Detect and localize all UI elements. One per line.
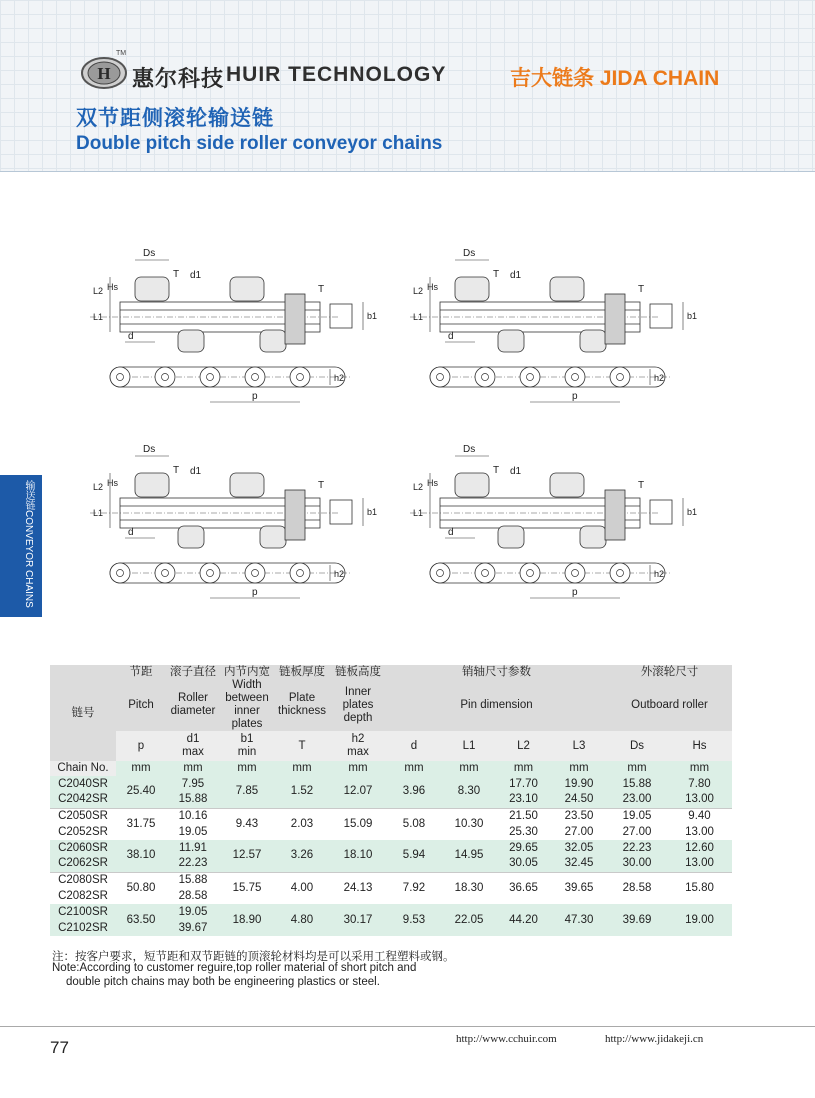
h2-cell: 12.07 xyxy=(343,785,373,798)
l2-cell: 36.65 xyxy=(496,872,551,904)
chain-no-cell: C2102SR xyxy=(58,921,108,934)
header-width-cn: 内节内宽 xyxy=(220,665,274,679)
label-l2: L2 xyxy=(93,482,104,492)
l1-cell: 8.30 xyxy=(457,785,481,798)
bottom-roller xyxy=(178,526,204,548)
ds-cell: 23.00 xyxy=(622,793,652,806)
l2-cell: 25.30 xyxy=(509,825,538,838)
header-roller-cn: 滚子直径 xyxy=(166,665,220,679)
label-l1: L1 xyxy=(93,508,104,518)
b1-cell: 15.75 xyxy=(220,872,274,904)
ds-cell: 30.00 xyxy=(622,857,652,870)
bottom-roller xyxy=(260,330,286,352)
d-cell: 3.96 xyxy=(402,785,426,798)
brand-name-cn: 惠尔科技 xyxy=(132,66,225,91)
header-chain-en: Chain No. xyxy=(50,761,116,776)
label-t: T xyxy=(493,269,500,280)
sym-d: d xyxy=(386,731,442,761)
plan-roller xyxy=(200,367,220,387)
unit-cell: mm xyxy=(442,761,496,776)
plan-roller xyxy=(475,563,495,583)
label-b1: b1 xyxy=(687,507,698,517)
unit-cell: mm xyxy=(330,761,386,776)
l1-cell: 18.30 xyxy=(442,872,496,904)
d-cell: 7.92 xyxy=(386,872,442,904)
d1-cell: 39.67 xyxy=(178,921,208,934)
l2-cell: 29.65 xyxy=(509,841,538,854)
hs-cell: 7.80 xyxy=(688,777,711,790)
label-l2: L2 xyxy=(93,286,104,296)
bottom-roller xyxy=(580,526,606,548)
pin-end xyxy=(650,500,672,524)
pitch-cell: 31.75 xyxy=(116,808,166,840)
header-plate-h-en: Inner plates depth xyxy=(330,679,386,731)
ds-cell: 39.69 xyxy=(622,913,652,926)
side-plate xyxy=(285,294,305,344)
hs-cell: 19.00 xyxy=(685,913,714,926)
pitch-cell: 63.50 xyxy=(126,913,156,926)
header-plate-t-en: Plate thickness xyxy=(274,679,330,731)
side-plate xyxy=(605,490,625,540)
page-number: 77 xyxy=(50,1038,69,1057)
header-plate-h-cn: 链板高度 xyxy=(330,665,386,679)
plan-roller xyxy=(565,563,585,583)
l1-cell: 22.05 xyxy=(454,913,484,926)
plan-roller xyxy=(290,367,310,387)
header-pin-cn: 销轴尺寸参数 xyxy=(386,665,607,679)
label-hs: Hs xyxy=(107,478,118,488)
spec-table xyxy=(50,665,732,936)
label-d1: d1 xyxy=(190,270,202,281)
bottom-roller xyxy=(498,330,524,352)
header-pin-en: Pin dimension xyxy=(386,679,607,731)
label-b1: b1 xyxy=(687,311,698,321)
label-t: T xyxy=(173,269,180,280)
chain-no-cell: C2100SR xyxy=(58,905,108,918)
l2-cell: 44.20 xyxy=(509,913,538,926)
l3-cell: 23.50 xyxy=(551,808,607,824)
t-cell: 3.26 xyxy=(290,849,314,862)
pin-end xyxy=(330,500,352,524)
b1-cell: 9.43 xyxy=(220,808,274,840)
chain-no-cell: C2050SR xyxy=(50,808,116,824)
t-cell: 2.03 xyxy=(274,808,330,840)
top-roller xyxy=(135,473,169,497)
plan-roller xyxy=(155,563,175,583)
plan-roller xyxy=(565,367,585,387)
unit-cell: mm xyxy=(274,761,330,776)
b1-cell: 18.90 xyxy=(232,913,262,926)
page-title-en: Double pitch side roller conveyor chains xyxy=(76,133,443,154)
label-hs: Hs xyxy=(427,478,438,488)
sym-p: p xyxy=(116,731,166,761)
sym-l3: L3 xyxy=(551,731,607,761)
chain-no-cell: C2040SR xyxy=(58,777,108,790)
label-d: d xyxy=(128,527,134,538)
plan-roller xyxy=(200,563,220,583)
label-t: T xyxy=(318,480,325,491)
l3-cell: 24.50 xyxy=(564,793,594,806)
pitch-cell: 25.40 xyxy=(126,785,156,798)
footer-url-jidakeji[interactable]: http://www.jidakeji.cn xyxy=(605,1033,704,1045)
label-d: d xyxy=(128,331,134,342)
label-p: p xyxy=(572,391,578,402)
hs-cell: 13.00 xyxy=(685,857,714,870)
d1-cell: 10.16 xyxy=(166,808,220,824)
d1-cell: 15.88 xyxy=(178,793,208,806)
jida-chain-brand: 吉大链条 JIDA CHAIN xyxy=(510,67,720,90)
label-d1: d1 xyxy=(190,466,202,477)
label-d1: d1 xyxy=(510,466,522,477)
unit-cell: mm xyxy=(386,761,442,776)
unit-cell: mm xyxy=(607,761,667,776)
ds-cell: 15.88 xyxy=(622,777,652,790)
chain-no-cell: C2042SR xyxy=(58,793,108,806)
label-h2: h2 xyxy=(334,569,345,579)
chain-no-cell: C2052SR xyxy=(58,825,108,838)
l3-cell: 32.45 xyxy=(564,857,594,870)
top-roller xyxy=(550,277,584,301)
label-l1: L1 xyxy=(413,508,424,518)
trademark-mark: TM xyxy=(116,50,127,57)
top-roller xyxy=(455,277,489,301)
ds-cell: 22.23 xyxy=(622,841,652,854)
h2-cell: 15.09 xyxy=(330,808,386,840)
label-hs: Hs xyxy=(107,282,118,292)
pitch-cell: 50.80 xyxy=(116,872,166,904)
b1-cell: 12.57 xyxy=(232,849,262,862)
plan-roller xyxy=(475,367,495,387)
hs-cell: 9.40 xyxy=(667,808,732,824)
label-h2: h2 xyxy=(334,373,345,383)
label-t: T xyxy=(638,284,645,295)
label-hs: Hs xyxy=(427,282,438,292)
hs-cell: 13.00 xyxy=(685,793,714,806)
label-l1: L1 xyxy=(413,312,424,322)
sym-d1: d1 max xyxy=(166,731,220,761)
bottom-roller xyxy=(498,526,524,548)
d1-cell: 15.88 xyxy=(166,872,220,888)
chain-no-cell: C2080SR xyxy=(50,872,116,888)
sym-l2: L2 xyxy=(496,731,551,761)
label-d1: d1 xyxy=(510,270,522,281)
header-pitch-cn: 节距 xyxy=(116,665,166,679)
label-p: p xyxy=(252,391,258,402)
d-cell: 5.08 xyxy=(386,808,442,840)
label-l2: L2 xyxy=(413,482,424,492)
sym-ds: Ds xyxy=(607,731,667,761)
pin-end xyxy=(330,304,352,328)
header-chain-cn: 链号 xyxy=(50,665,116,761)
chain-no-cell: C2062SR xyxy=(58,857,108,870)
plan-roller xyxy=(290,563,310,583)
unit-cell: mm xyxy=(116,761,166,776)
side-plate xyxy=(605,294,625,344)
l1-cell: 10.30 xyxy=(442,808,496,840)
header-width-en: Width between inner plates xyxy=(220,679,274,731)
bottom-roller xyxy=(580,330,606,352)
l3-cell: 27.00 xyxy=(564,825,594,838)
chain-drawings xyxy=(0,200,815,600)
header-pitch-en: Pitch xyxy=(116,679,166,731)
b1-cell: 7.85 xyxy=(235,785,259,798)
plan-roller xyxy=(520,367,540,387)
hs-cell: 13.00 xyxy=(685,825,714,838)
d1-cell: 22.23 xyxy=(178,857,208,870)
chain-no-cell: C2060SR xyxy=(58,841,108,854)
top-roller xyxy=(135,277,169,301)
d1-cell: 19.05 xyxy=(178,825,208,838)
unit-cell: mm xyxy=(667,761,732,776)
sym-hs: Hs xyxy=(667,731,732,761)
note-en-line2: double pitch chains may both be engineering plastics or steel. xyxy=(66,976,380,988)
plan-roller xyxy=(610,563,630,583)
t-cell: 4.80 xyxy=(290,913,314,926)
unit-cell: mm xyxy=(551,761,607,776)
hs-cell: 15.80 xyxy=(667,872,732,904)
label-l2: L2 xyxy=(413,286,424,296)
ds-cell: 27.00 xyxy=(622,825,652,838)
h2-cell: 24.13 xyxy=(330,872,386,904)
unit-cell: mm xyxy=(166,761,220,776)
sym-h2: h2 max xyxy=(330,731,386,761)
svg-text:H: H xyxy=(97,64,111,83)
label-b1: b1 xyxy=(367,507,378,517)
ds-cell: 28.58 xyxy=(607,872,667,904)
d-cell: 9.53 xyxy=(402,913,426,926)
header-divider xyxy=(0,171,815,172)
h2-cell: 30.17 xyxy=(343,913,373,926)
label-p: p xyxy=(572,587,578,598)
l3-cell: 19.90 xyxy=(564,777,594,790)
label-b1: b1 xyxy=(367,311,378,321)
label-d: d xyxy=(448,331,454,342)
top-roller xyxy=(455,473,489,497)
label-h2: h2 xyxy=(654,373,665,383)
label-t: T xyxy=(173,465,180,476)
label-ds: Ds xyxy=(463,248,476,259)
pitch-cell: 38.10 xyxy=(126,849,156,862)
l3-cell: 47.30 xyxy=(564,913,594,926)
plan-roller xyxy=(110,367,130,387)
label-h2: h2 xyxy=(654,569,665,579)
ds-cell: 19.05 xyxy=(607,808,667,824)
t-cell: 1.52 xyxy=(290,785,314,798)
footer-divider xyxy=(0,1026,815,1027)
d1-cell: 7.95 xyxy=(181,777,205,790)
top-roller xyxy=(230,473,264,497)
label-ds: Ds xyxy=(463,444,476,455)
label-t: T xyxy=(318,284,325,295)
plan-roller xyxy=(245,367,265,387)
d-cell: 5.94 xyxy=(402,849,426,862)
plan-roller xyxy=(430,563,450,583)
plan-roller xyxy=(155,367,175,387)
side-tab-label: 输送链CONVEYOR CHAINS xyxy=(23,480,34,608)
header-plate-t-cn: 链板厚度 xyxy=(274,665,330,679)
d1-cell: 11.91 xyxy=(179,841,207,854)
label-t: T xyxy=(493,465,500,476)
l2-cell: 21.50 xyxy=(496,808,551,824)
label-t: T xyxy=(638,480,645,491)
t-cell: 4.00 xyxy=(274,872,330,904)
page-title-cn: 双节距侧滚轮输送链 xyxy=(76,107,274,130)
plan-roller xyxy=(610,367,630,387)
l3-cell: 32.05 xyxy=(564,841,594,854)
plan-roller xyxy=(520,563,540,583)
bottom-roller xyxy=(178,330,204,352)
plan-roller xyxy=(430,367,450,387)
l3-cell: 39.65 xyxy=(551,872,607,904)
plan-roller xyxy=(110,563,130,583)
header-outboard-cn: 外滚轮尺寸 xyxy=(607,665,732,679)
label-l1: L1 xyxy=(93,312,104,322)
sym-b1: b1 min xyxy=(220,731,274,761)
header-outboard-en: Outboard roller xyxy=(607,679,732,731)
l2-cell: 17.70 xyxy=(509,777,538,790)
label-d: d xyxy=(448,527,454,538)
label-ds: Ds xyxy=(143,444,156,455)
d1-cell: 19.05 xyxy=(178,905,208,918)
label-ds: Ds xyxy=(143,248,156,259)
d1-cell: 28.58 xyxy=(178,889,208,902)
footer-url-cchuir[interactable]: http://www.cchuir.com xyxy=(456,1033,557,1045)
h2-cell: 18.10 xyxy=(343,849,373,862)
sym-l1: L1 xyxy=(442,731,496,761)
hs-cell: 12.60 xyxy=(685,841,714,854)
unit-cell: mm xyxy=(220,761,274,776)
brand-name-en: HUIR TECHNOLOGY xyxy=(226,63,447,86)
unit-cell: mm xyxy=(496,761,551,776)
note-cn: 注：按客户要求，短节距和双节距链的顶滚轮材料均是可以采用工程塑料或钢。 xyxy=(52,951,455,963)
pin-end xyxy=(650,304,672,328)
chain-no-cell: C2082SR xyxy=(58,889,108,902)
header-roller-en: Roller diameter xyxy=(166,679,220,731)
note-en-line1: Note:According to customer reguire,top roller material of short pitch and xyxy=(52,962,417,974)
l2-cell: 30.05 xyxy=(509,857,538,870)
l1-cell: 14.95 xyxy=(454,849,484,862)
l2-cell: 23.10 xyxy=(509,793,538,806)
top-roller xyxy=(550,473,584,497)
sym-t: T xyxy=(274,731,330,761)
bottom-roller xyxy=(260,526,286,548)
label-p: p xyxy=(252,587,258,598)
huir-logo xyxy=(80,56,128,90)
plan-roller xyxy=(245,563,265,583)
top-roller xyxy=(230,277,264,301)
side-plate xyxy=(285,490,305,540)
